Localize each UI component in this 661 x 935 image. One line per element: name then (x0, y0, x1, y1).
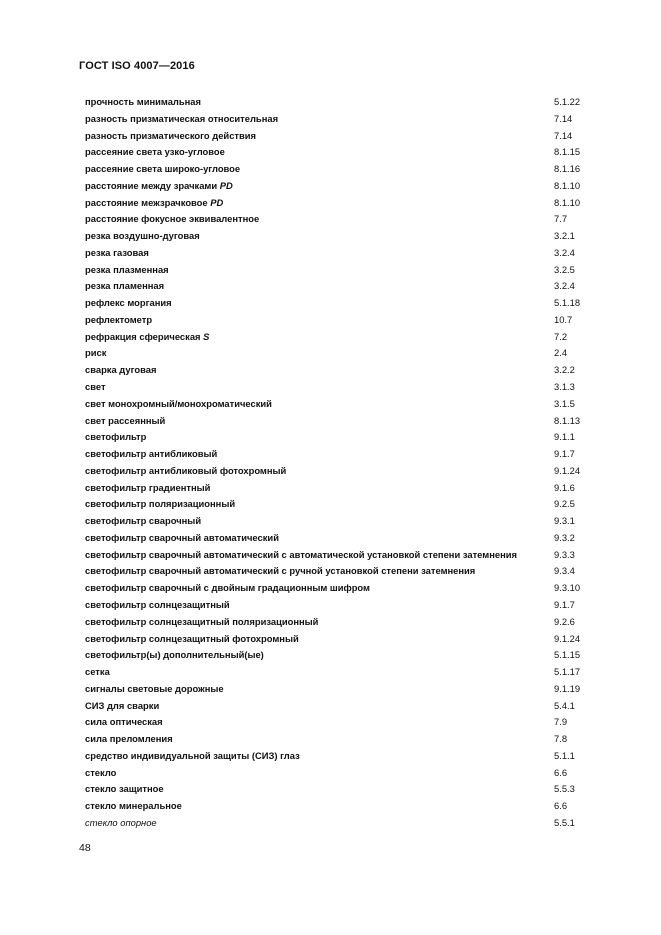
index-entry (85, 597, 605, 614)
index-term-text: разность призматического действия (85, 129, 256, 141)
index-term (85, 94, 201, 111)
index-term (85, 681, 224, 698)
index-term-text: рефракция сферическая (85, 330, 201, 342)
document-header: ГОСТ ISO 4007—2016 (79, 60, 195, 72)
index-term-text: светофильтр (85, 431, 147, 443)
index-term (85, 765, 116, 782)
index-reference: 6.6 (554, 800, 568, 812)
index-term-text: рефлектометр (85, 313, 153, 325)
index-term-text: разность призматическая относительная (85, 112, 279, 124)
index-term (85, 614, 318, 631)
index-term-text: свет (85, 381, 106, 393)
index-term-abbreviation: PD (219, 179, 233, 191)
index-reference: 9.1.6 (554, 481, 575, 493)
index-entry (85, 765, 605, 782)
index-reference: 9.3.2 (554, 531, 575, 543)
index-reference: 7.2 (554, 330, 568, 342)
index-term (85, 262, 169, 279)
index-reference: 8.1.16 (554, 163, 581, 175)
index-entry (85, 178, 605, 195)
index-reference: 7.7 (554, 213, 568, 225)
index-entry (85, 128, 605, 145)
index-term-text: светофильтр солнцезащитный фотохромный (85, 632, 299, 644)
index-entry (85, 664, 605, 681)
index-term (85, 597, 230, 614)
index-term-text: резка воздушно-дуговая (85, 230, 200, 242)
index-entry (85, 446, 605, 463)
index-term (85, 748, 300, 765)
index-term-text: рассеяние света узко-угловое (85, 146, 225, 158)
index-reference: 9.1.7 (554, 448, 575, 460)
index-term-text: сила оптическая (85, 716, 163, 728)
index-term-text: светофильтр(ы) дополнительный(ые) (85, 649, 264, 661)
index-entry (85, 748, 605, 765)
index-reference: 8.1.13 (554, 414, 581, 426)
index-term (85, 480, 210, 497)
index-entry (85, 815, 605, 832)
index-term (85, 547, 517, 564)
index-term (85, 798, 182, 815)
index-reference: 8.1.15 (554, 146, 581, 158)
index-term-text: светофильтр сварочный автоматический (85, 531, 279, 543)
index-reference: 7.14 (554, 129, 573, 141)
index-reference: 7.14 (554, 112, 573, 124)
index-term (85, 211, 259, 228)
index-term (85, 195, 223, 212)
index-term-text: риск (85, 347, 107, 359)
index-term (85, 245, 149, 262)
index-reference: 3.2.1 (554, 230, 575, 242)
index-term-text: светофильтр сварочный автоматический с ручной установкой степени затемнения (85, 565, 476, 577)
index-term-text: расстояние межзрачковое (85, 196, 208, 208)
index-term (85, 295, 172, 312)
index-reference: 7.9 (554, 716, 568, 728)
index-reference: 9.3.10 (554, 582, 581, 594)
index-reference: 9.2.5 (554, 498, 575, 510)
index-entry (85, 345, 605, 362)
index-reference: 8.1.10 (554, 179, 581, 191)
index-term-text: светофильтр солнцезащитный поляризационный (85, 615, 319, 627)
index-reference: 9.1.24 (554, 632, 581, 644)
index-term-text: прочность минимальная (85, 96, 201, 107)
index-reference: 5.1.15 (554, 649, 581, 661)
index-term-text: светофильтр солнцезащитный (85, 598, 230, 610)
index-reference: 9.2.6 (554, 615, 575, 627)
index-entry (85, 463, 605, 480)
index-entry (85, 480, 605, 497)
alphabetical-index (85, 94, 605, 832)
index-term-text: стекло минеральное (85, 800, 182, 812)
index-term-text: сила преломления (85, 733, 173, 745)
index-term (85, 329, 209, 346)
index-term (85, 362, 156, 379)
index-term-text: светофильтр сварочный (85, 515, 202, 527)
index-term-text: СИЗ для сварки (85, 699, 160, 711)
index-reference: 9.1.24 (554, 464, 581, 476)
index-term (85, 345, 106, 362)
index-reference: 3.2.2 (554, 364, 575, 376)
index-reference: 9.1.7 (554, 598, 575, 610)
index-term (85, 698, 159, 715)
index-reference: 2.4 (554, 347, 568, 359)
index-term (85, 815, 157, 832)
index-entry (85, 647, 605, 664)
index-entry (85, 530, 605, 547)
index-term (85, 647, 264, 664)
index-term (85, 379, 106, 396)
index-reference: 3.2.4 (554, 246, 575, 258)
index-reference: 5.4.1 (554, 699, 575, 711)
index-term (85, 312, 152, 329)
index-term (85, 731, 173, 748)
index-term (85, 781, 164, 798)
index-entry (85, 396, 605, 413)
index-term-text: рассеяние света широко-угловое (85, 163, 241, 175)
index-term (85, 580, 370, 597)
index-reference: 5.1.18 (554, 297, 581, 309)
index-term-text: стекло защитное (85, 783, 164, 795)
index-reference: 3.2.5 (554, 263, 575, 275)
index-term-text: стекло опорное (85, 816, 157, 828)
index-entry (85, 496, 605, 513)
index-term-text: рефлекс моргания (85, 297, 172, 309)
index-term-text: расстояние между зрачками (85, 179, 218, 191)
index-entry (85, 429, 605, 446)
index-term-text: светофильтр градиентный (85, 481, 211, 493)
index-entry (85, 731, 605, 748)
index-entry (85, 262, 605, 279)
index-term (85, 631, 299, 648)
index-term (85, 463, 286, 480)
index-reference: 3.2.4 (554, 280, 575, 292)
index-term (85, 563, 475, 580)
index-term-text: светофильтр сварочный с двойным градационным шифром (85, 582, 370, 594)
index-entry (85, 278, 605, 295)
index-term (85, 144, 225, 161)
index-term-text: резка плазменная (85, 263, 169, 275)
index-term-text: резка газовая (85, 246, 149, 258)
index-term (85, 413, 165, 430)
index-term-text: средство индивидуальной защиты (СИЗ) глаз (85, 749, 300, 761)
index-entry (85, 681, 605, 698)
index-term-text: сигналы световые дорожные (85, 682, 224, 694)
index-entry (85, 547, 605, 564)
index-entry (85, 563, 605, 580)
index-reference: 3.1.5 (554, 397, 575, 409)
index-reference: 9.3.1 (554, 515, 575, 527)
index-reference: 6.6 (554, 766, 568, 778)
index-reference: 5.5.3 (554, 783, 575, 795)
index-entry (85, 614, 605, 631)
index-term (85, 228, 200, 245)
index-term-text: сетка (85, 666, 110, 678)
index-term (85, 714, 163, 731)
index-entry (85, 329, 605, 346)
index-entry (85, 312, 605, 329)
index-entry (85, 161, 605, 178)
index-term-text: светофильтр поляризационный (85, 498, 236, 510)
index-entry (85, 513, 605, 530)
index-term (85, 278, 164, 295)
index-term (85, 513, 201, 530)
index-term (85, 446, 217, 463)
index-reference: 9.3.3 (554, 548, 575, 560)
index-term-text: стекло (85, 766, 117, 778)
index-term (85, 496, 235, 513)
index-entry (85, 195, 605, 212)
index-entry (85, 295, 605, 312)
index-term-abbreviation: S (203, 330, 210, 342)
index-entry (85, 228, 605, 245)
index-term-text: светофильтр антибликовый (85, 448, 218, 460)
index-term (85, 161, 240, 178)
index-term-text: светофильтр сварочный автоматический с автоматической установкой степени затемнения (85, 548, 517, 560)
index-reference: 9.3.4 (554, 565, 575, 577)
index-entry (85, 245, 605, 262)
index-term (85, 664, 110, 681)
page-number: 48 (79, 842, 91, 854)
index-term-text: светофильтр антибликовый фотохромный (85, 464, 287, 476)
index-reference: 5.1.22 (554, 96, 581, 107)
index-reference: 9.1.1 (554, 431, 575, 443)
index-entry (85, 798, 605, 815)
index-entry (85, 379, 605, 396)
index-reference: 5.1.17 (554, 666, 581, 678)
index-term-text: сварка дуговая (85, 364, 157, 376)
index-entry (85, 580, 605, 597)
index-reference: 3.1.3 (554, 381, 575, 393)
index-term (85, 530, 279, 547)
index-entry (85, 698, 605, 715)
index-term-abbreviation: PD (210, 196, 224, 208)
index-entry (85, 631, 605, 648)
index-entry (85, 362, 605, 379)
index-term (85, 396, 272, 413)
index-reference: 7.8 (554, 733, 568, 745)
index-reference: 8.1.10 (554, 196, 581, 208)
index-term (85, 429, 146, 446)
index-term (85, 178, 233, 195)
index-term (85, 111, 278, 128)
index-entry (85, 781, 605, 798)
index-term-text: расстояние фокусное эквивалентное (85, 213, 260, 225)
index-term-text: резка пламенная (85, 280, 165, 292)
index-entry (85, 413, 605, 430)
index-term-text: свет рассеянный (85, 414, 166, 426)
index-reference: 9.1.19 (554, 682, 581, 694)
index-reference: 5.5.1 (554, 816, 575, 828)
index-reference: 10.7 (554, 313, 573, 325)
index-term (85, 128, 256, 145)
index-entry (85, 714, 605, 731)
index-entry (85, 144, 605, 161)
index-reference: 5.1.1 (554, 749, 575, 761)
index-entry (85, 211, 605, 228)
index-entry (85, 111, 605, 128)
index-term-text: свет монохромный/монохроматический (85, 397, 272, 409)
index-entry (85, 94, 605, 111)
